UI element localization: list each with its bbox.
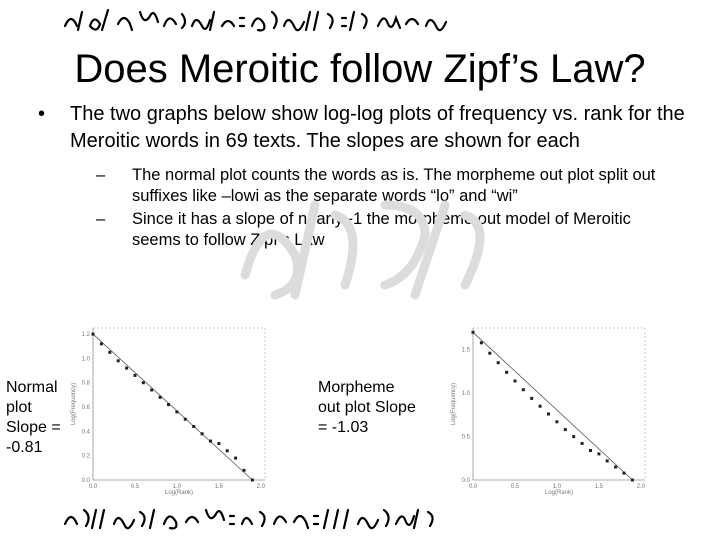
- y-tick-label: 0.4: [81, 429, 90, 436]
- caption-line: = -1.03: [318, 419, 369, 436]
- scatter-point: [184, 418, 187, 421]
- scatter-point: [564, 428, 567, 431]
- y-tick-label: 0.0: [461, 478, 470, 484]
- scatter-point: [117, 359, 120, 362]
- x-tick-label: 2.0: [256, 484, 265, 490]
- caption-line: Normal: [6, 379, 58, 396]
- scatter-point: [159, 396, 162, 399]
- scatter-point: [631, 479, 634, 482]
- y-tick-label: 1.0: [81, 356, 90, 363]
- x-tick-label: 0.0: [88, 484, 98, 490]
- x-tick-label: 1.5: [594, 484, 604, 490]
- morpheme-plot-y-ticks: [462, 348, 471, 484]
- y-tick-label: 0.6: [81, 405, 90, 412]
- x-tick-label: 2.0: [636, 484, 645, 490]
- scatter-point: [150, 389, 153, 392]
- normal-plot-fit-line: [93, 334, 252, 480]
- scatter-point: [522, 388, 525, 391]
- scatter-point: [142, 381, 145, 384]
- scatter-point: [597, 452, 600, 455]
- caption-line: plot: [6, 399, 32, 416]
- slide-title: Does Meroitic follow Zipf’s Law?: [74, 47, 646, 91]
- scatter-point: [175, 410, 178, 413]
- scatter-point: [572, 435, 575, 438]
- scatter-point: [514, 380, 517, 383]
- meroitic-script-band-top: [60, 4, 660, 36]
- normal-plot: [65, 316, 270, 498]
- scatter-point: [108, 351, 111, 354]
- caption-line: Morpheme: [318, 379, 395, 396]
- scatter-point: [226, 449, 229, 452]
- bullet-marker: •: [38, 103, 46, 125]
- y-tick-label: 1.5: [461, 347, 470, 354]
- morpheme-plot-ylabel: Log(Frequency): [451, 382, 457, 426]
- y-tick-label: 0.8: [81, 380, 90, 387]
- caption-line: -0.81: [6, 439, 43, 456]
- scatter-point: [623, 472, 626, 475]
- normal-plot-caption: [6, 378, 68, 458]
- caption-line: Slope =: [6, 419, 61, 436]
- morpheme-plot-frame: [473, 328, 645, 480]
- scatter-point: [217, 442, 220, 445]
- morpheme-plot-caption: [318, 378, 438, 438]
- scatter-point: [497, 361, 500, 364]
- scatter-point: [100, 342, 103, 345]
- sub-bullet-marker: –: [96, 210, 106, 228]
- meroitic-script-band-bottom: [60, 502, 660, 534]
- scatter-point: [201, 432, 204, 435]
- y-tick-label: 1.2: [81, 332, 90, 339]
- scatter-point: [505, 371, 508, 374]
- normal-plot-y-ticks: [82, 332, 91, 484]
- scatter-point: [251, 479, 254, 482]
- scatter-point: [614, 466, 617, 469]
- sub-bullet-text: The normal plot counts the words as is. The morpheme out plot split out suffixes like –lowi as the separate words “lo” and “wi”: [132, 166, 656, 205]
- scatter-point: [234, 457, 237, 460]
- x-tick-label: 1.5: [214, 484, 224, 490]
- watermark-graphic: [225, 185, 525, 305]
- scatter-point: [606, 459, 609, 462]
- scatter-point: [472, 331, 475, 334]
- scatter-point: [581, 442, 584, 445]
- morpheme-plot: [445, 316, 650, 498]
- scatter-point: [539, 405, 542, 408]
- scatter-point: [167, 403, 170, 406]
- scatter-point: [555, 420, 558, 423]
- scatter-point: [547, 413, 550, 416]
- scatter-point: [125, 367, 128, 370]
- watermark-glyphs: [225, 185, 525, 305]
- scatter-point: [192, 425, 195, 428]
- morpheme-plot-xlabel: Log(Rank): [544, 490, 574, 496]
- normal-plot-xlabel: Log(Rank): [164, 490, 194, 496]
- caption-line: out plot Slope: [318, 399, 416, 416]
- y-tick-label: 0.5: [461, 434, 470, 441]
- scatter-point: [92, 333, 95, 336]
- y-tick-label: 0.2: [81, 453, 90, 460]
- scatter-point: [134, 374, 137, 377]
- normal-plot-frame: [93, 328, 265, 480]
- x-tick-label: 0.0: [468, 484, 478, 490]
- y-tick-label: 1.0: [461, 391, 470, 398]
- y-tick-label: 0.0: [81, 478, 90, 484]
- x-tick-label: 0.5: [510, 484, 520, 490]
- scatter-point: [243, 469, 246, 472]
- bullet-text: The two graphs below show log-log plots of frequency vs. rank for the Meroitic words in 69 texts. The slopes are shown for each: [70, 103, 685, 152]
- meroitic-script-top-graphic: [60, 4, 660, 36]
- scatter-point: [530, 397, 533, 400]
- x-tick-label: 0.5: [130, 484, 140, 490]
- scatter-point: [589, 449, 592, 452]
- scatter-point: [488, 352, 491, 355]
- sub-bullet-text: Since it has a slope of nearly -1 the morpheme out model of Meroitic seems to follow Zipf’s Law: [132, 210, 631, 249]
- bullet-item-main: [30, 101, 690, 155]
- scatter-point: [209, 440, 212, 443]
- x-tick-label: 1.0: [552, 484, 562, 490]
- scatter-point: [480, 341, 483, 344]
- morpheme-plot-fit-line: [473, 332, 632, 480]
- x-tick-label: 1.0: [172, 484, 182, 490]
- sub-bullet-marker: –: [96, 166, 106, 184]
- meroitic-script-bottom-graphic: [60, 502, 660, 534]
- normal-plot-ylabel: Log(Frequency): [71, 382, 77, 426]
